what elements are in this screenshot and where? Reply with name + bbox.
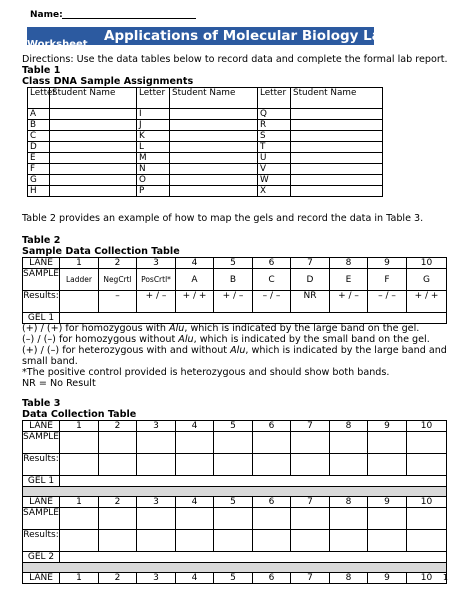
data-collection-table — [22, 420, 447, 584]
assignment-letter: F — [28, 164, 50, 175]
entry-cell[interactable] — [253, 454, 291, 476]
lane-number: 1 — [60, 421, 99, 432]
sample-cell: E — [330, 269, 368, 291]
sample-data-collection-table — [22, 257, 447, 324]
lane-number: 9 — [368, 573, 407, 584]
lane-label: LANE — [23, 573, 60, 584]
student-name-cell[interactable] — [291, 186, 383, 197]
table2-intro: Table 2 provides an example of how to map the gels and record the data in Table 3. — [22, 213, 424, 224]
gel-label: GEL 1 — [23, 476, 60, 487]
entry-cell[interactable] — [137, 508, 176, 530]
entry-cell[interactable] — [291, 530, 330, 552]
assignment-letter: Q — [258, 109, 291, 120]
entry-cell[interactable] — [407, 508, 447, 530]
entry-cell[interactable] — [60, 508, 99, 530]
entry-cell[interactable] — [368, 508, 407, 530]
sample-cell: Ladder — [60, 269, 99, 291]
separator-row — [23, 487, 447, 497]
assignment-letter: C — [28, 131, 50, 142]
lane-number: 4 — [176, 497, 214, 508]
lane-number: 3 — [137, 573, 176, 584]
entry-cell[interactable] — [253, 432, 291, 454]
entry-cell[interactable] — [60, 432, 99, 454]
letter-header: Letter — [137, 88, 170, 109]
student-name-cell[interactable] — [291, 109, 383, 120]
assignment-letter: G — [28, 175, 50, 186]
directions-text: Directions: Use the data tables below to record data and complete the formal lab report. — [22, 54, 448, 65]
lane-number: 8 — [330, 497, 368, 508]
gel-label: GEL 1 — [23, 313, 60, 324]
entry-cell[interactable] — [137, 530, 176, 552]
lane-number: 5 — [214, 258, 253, 269]
entry-cell[interactable] — [99, 508, 137, 530]
name-label: Name: — [30, 10, 63, 20]
sample-cell: G — [407, 269, 447, 291]
lane-number: 5 — [214, 573, 253, 584]
assignment-letter: O — [137, 175, 170, 186]
student-name-header: Student Name — [50, 88, 137, 109]
lane-number: 7 — [291, 497, 330, 508]
assignment-letter: N — [137, 164, 170, 175]
assignment-letter: R — [258, 120, 291, 131]
lane-number: 10 — [407, 421, 447, 432]
entry-cell[interactable] — [407, 454, 447, 476]
table1-caption: Class DNA Sample Assignments — [22, 76, 194, 87]
table2-caption: Sample Data Collection Table — [22, 246, 180, 257]
student-name-cell[interactable] — [50, 120, 137, 131]
student-name-cell[interactable] — [291, 131, 383, 142]
assignment-letter: V — [258, 164, 291, 175]
entry-cell[interactable] — [214, 530, 253, 552]
lane-number: 3 — [137, 421, 176, 432]
student-name-cell[interactable] — [50, 153, 137, 164]
lane-number: 2 — [99, 573, 137, 584]
lane-label: LANE — [23, 421, 60, 432]
student-name-cell[interactable] — [291, 153, 383, 164]
lane-number: 6 — [253, 421, 291, 432]
entry-cell[interactable] — [368, 454, 407, 476]
entry-cell[interactable] — [330, 508, 368, 530]
entry-cell[interactable] — [176, 432, 214, 454]
name-field-line[interactable] — [62, 18, 196, 19]
sample-cell: PosCrtl* — [137, 269, 176, 291]
result-cell: – — [99, 291, 137, 313]
assignment-letter: U — [258, 153, 291, 164]
result-cell: – / – — [253, 291, 291, 313]
result-cell — [60, 291, 99, 313]
assignment-letter: I — [137, 109, 170, 120]
entry-cell[interactable] — [214, 454, 253, 476]
lane-number: 2 — [99, 421, 137, 432]
lane-number: 3 — [137, 258, 176, 269]
student-name-cell[interactable] — [170, 153, 258, 164]
entry-cell[interactable] — [330, 530, 368, 552]
table2-title: Table 2 — [22, 235, 61, 246]
result-cell: + / + — [176, 291, 214, 313]
nr-note: NR = No Result — [22, 378, 96, 389]
entry-cell[interactable] — [214, 508, 253, 530]
result-cell: + / – — [137, 291, 176, 313]
letter-header: Letter — [258, 88, 291, 109]
student-name-cell[interactable] — [50, 131, 137, 142]
legend-homozygous-with: (+) / (+) for homozygous with Alu, which is indicated by the large band on the gel. — [22, 323, 420, 334]
sample-label: SAMPLE — [23, 432, 60, 454]
entry-cell[interactable] — [407, 530, 447, 552]
lane-number: 1 — [60, 258, 99, 269]
entry-cell[interactable] — [368, 530, 407, 552]
lane-number: 4 — [176, 573, 214, 584]
student-name-cell[interactable] — [170, 109, 258, 120]
legend-homozygous-without: (–) / (–) for homozygous without Alu, which is indicated by the small band on the gel. — [22, 334, 430, 345]
lane-number: 8 — [330, 258, 368, 269]
lane-number: 2 — [99, 497, 137, 508]
assignment-letter: W — [258, 175, 291, 186]
assignment-letter: M — [137, 153, 170, 164]
page-number: 1 — [442, 573, 448, 582]
sample-cell: NegCrtl — [99, 269, 137, 291]
student-name-cell[interactable] — [50, 175, 137, 186]
assignment-letter: T — [258, 142, 291, 153]
lane-number: 1 — [60, 497, 99, 508]
entry-cell[interactable] — [291, 454, 330, 476]
sample-cell: F — [368, 269, 407, 291]
student-name-cell[interactable] — [291, 142, 383, 153]
results-label: Results: — [23, 454, 60, 476]
entry-cell[interactable] — [214, 432, 253, 454]
lane-number: 10 — [407, 258, 447, 269]
student-name-header: Student Name — [170, 88, 258, 109]
sample-cell: A — [176, 269, 214, 291]
sample-cell: D — [291, 269, 330, 291]
banner-subtitle: Worksheet — [27, 39, 88, 50]
results-label: Results: — [23, 291, 60, 313]
lane-number: 5 — [214, 421, 253, 432]
gel-row — [60, 313, 447, 324]
student-name-cell[interactable] — [291, 120, 383, 131]
table1-title: Table 1 — [22, 65, 61, 76]
entry-cell[interactable] — [291, 432, 330, 454]
entry-cell[interactable] — [137, 432, 176, 454]
lane-number: 7 — [291, 573, 330, 584]
assignment-letter: S — [258, 131, 291, 142]
assignment-letter: X — [258, 186, 291, 197]
entry-cell[interactable] — [407, 432, 447, 454]
legend-heterozygous: (+) / (–) for heterozygous with and without Alu, which is indicated by the large band and — [22, 345, 447, 356]
entry-cell[interactable] — [60, 530, 99, 552]
lane-number: 2 — [99, 258, 137, 269]
lane-number: 5 — [214, 497, 253, 508]
result-cell: + / – — [330, 291, 368, 313]
sample-label: SAMPLE — [23, 269, 60, 291]
result-cell: – / – — [368, 291, 407, 313]
positive-control-note: *The positive control provided is heterozygous and should show both bands. — [22, 367, 390, 378]
assignment-letter: D — [28, 142, 50, 153]
sample-label: SAMPLE — [23, 508, 60, 530]
entry-cell[interactable] — [176, 508, 214, 530]
gel-2-row[interactable] — [60, 552, 447, 563]
lane-number: 7 — [291, 421, 330, 432]
assignment-letter: P — [137, 186, 170, 197]
lane-number: 4 — [176, 258, 214, 269]
result-cell: + / + — [407, 291, 447, 313]
letter-header: Letter — [28, 88, 50, 109]
entry-cell[interactable] — [253, 530, 291, 552]
student-name-cell[interactable] — [170, 186, 258, 197]
student-name-header: Student Name — [291, 88, 383, 109]
lane-number: 9 — [368, 421, 407, 432]
entry-cell[interactable] — [330, 432, 368, 454]
entry-cell[interactable] — [99, 432, 137, 454]
lane-number: 9 — [368, 497, 407, 508]
entry-cell[interactable] — [99, 530, 137, 552]
entry-cell[interactable] — [137, 454, 176, 476]
lane-number: 6 — [253, 573, 291, 584]
table3-title: Table 3 — [22, 398, 61, 409]
entry-cell[interactable] — [253, 508, 291, 530]
assignment-letter: E — [28, 153, 50, 164]
assignment-letter: L — [137, 142, 170, 153]
student-name-cell[interactable] — [50, 142, 137, 153]
result-cell: NR — [291, 291, 330, 313]
sample-cell: B — [214, 269, 253, 291]
student-name-cell[interactable] — [291, 175, 383, 186]
assignment-letter: H — [28, 186, 50, 197]
student-name-cell[interactable] — [170, 120, 258, 131]
entry-cell[interactable] — [99, 454, 137, 476]
student-name-cell[interactable] — [50, 109, 137, 120]
entry-cell[interactable] — [291, 508, 330, 530]
page-title: Applications of Molecular Biology Lab — [104, 28, 391, 44]
legend-heterozygous-cont: small band. — [22, 356, 78, 367]
lane-number: 10 — [407, 573, 447, 584]
lane-number: 4 — [176, 421, 214, 432]
sample-cell: C — [253, 269, 291, 291]
entry-cell[interactable] — [330, 454, 368, 476]
lane-label: LANE — [23, 258, 60, 269]
assignment-letter: A — [28, 109, 50, 120]
lane-number: 1 — [60, 573, 99, 584]
entry-cell[interactable] — [176, 530, 214, 552]
gel-1-row[interactable] — [60, 476, 447, 487]
lane-number: 6 — [253, 258, 291, 269]
student-name-cell[interactable] — [291, 164, 383, 175]
student-name-cell[interactable] — [170, 131, 258, 142]
separator-row — [23, 563, 447, 573]
class-dna-assignments-table — [27, 87, 383, 197]
lane-number: 8 — [330, 421, 368, 432]
entry-cell[interactable] — [368, 432, 407, 454]
lane-number: 7 — [291, 258, 330, 269]
gel-label: GEL 2 — [23, 552, 60, 563]
student-name-cell[interactable] — [50, 164, 137, 175]
result-cell: + / – — [214, 291, 253, 313]
lane-label: LANE — [23, 497, 60, 508]
assignment-letter: J — [137, 120, 170, 131]
student-name-cell[interactable] — [170, 142, 258, 153]
entry-cell[interactable] — [60, 454, 99, 476]
lane-number: 8 — [330, 573, 368, 584]
assignment-letter: K — [137, 131, 170, 142]
lane-number: 9 — [368, 258, 407, 269]
student-name-cell[interactable] — [170, 175, 258, 186]
lane-number: 6 — [253, 497, 291, 508]
results-label: Results: — [23, 530, 60, 552]
student-name-cell[interactable] — [50, 186, 137, 197]
student-name-cell[interactable] — [170, 164, 258, 175]
lane-number: 3 — [137, 497, 176, 508]
assignment-letter: B — [28, 120, 50, 131]
table3-caption: Data Collection Table — [22, 409, 137, 420]
lane-number: 10 — [407, 497, 447, 508]
entry-cell[interactable] — [176, 454, 214, 476]
